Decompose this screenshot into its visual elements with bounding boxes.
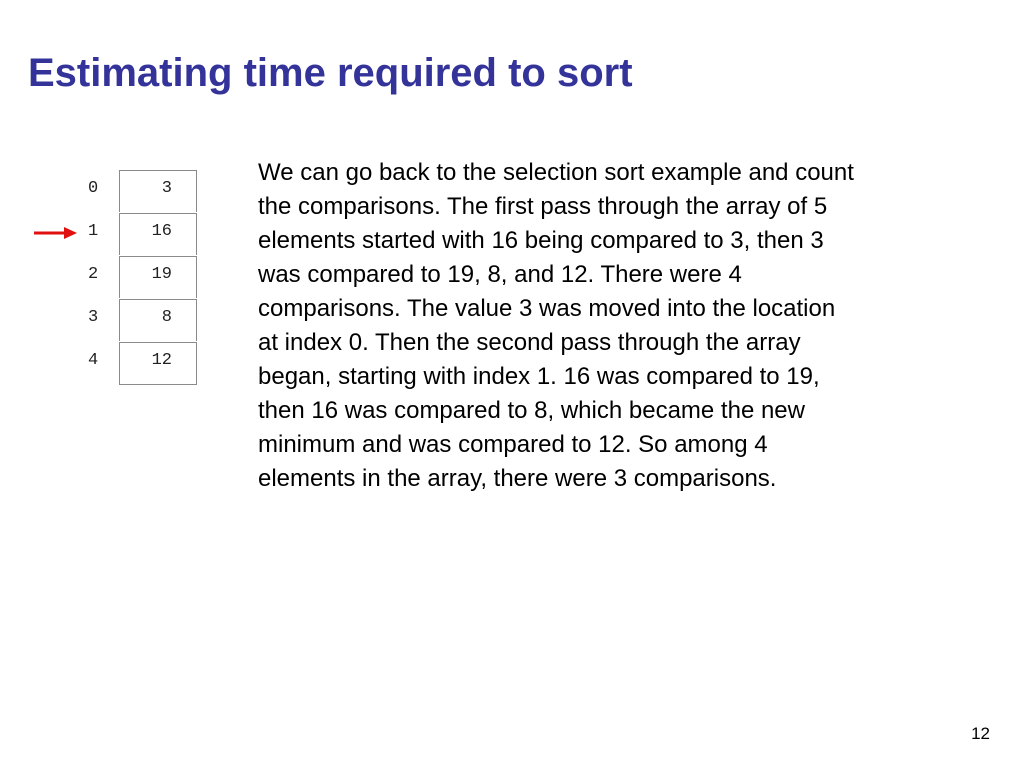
array-index-label: 2 (88, 265, 99, 284)
array-cell (119, 213, 197, 255)
array-index-label: 0 (88, 179, 99, 198)
array-index-label: 4 (88, 351, 99, 370)
body-line: We can go back to the selection sort example and count (258, 159, 854, 186)
array-cell (119, 256, 197, 298)
array-cell (119, 299, 197, 341)
body-line: minimum and was compared to 12. So among 4 (258, 431, 768, 458)
array-cell (119, 342, 197, 385)
body-line: the comparisons. The first pass through the array of 5 (258, 193, 828, 220)
array-cell-value: 19 (151, 265, 172, 284)
body-line: began, starting with index 1. 16 was compared to 19, (258, 363, 820, 390)
body-line: elements in the array, there were 3 comparisons. (258, 465, 777, 492)
array-index-label: 1 (88, 222, 99, 241)
pointer-arrow-icon (34, 224, 78, 242)
body-line: comparisons. The value 3 was moved into the location (258, 295, 836, 322)
body-line: was compared to 19, 8, and 12. There were 4 (258, 261, 742, 288)
array-cell-value: 3 (161, 179, 172, 198)
body-text (258, 156, 978, 496)
body-line: elements started with 16 being compared to 3, then 3 (258, 227, 824, 254)
slide-title: Estimating time required to sort (28, 51, 633, 95)
page-number: 12 (971, 724, 990, 743)
array-cell-value: 12 (151, 351, 172, 370)
body-line: at index 0. Then the second pass through the array (258, 329, 801, 356)
array-cell-value: 8 (161, 308, 172, 327)
array-cell (119, 170, 197, 212)
body-line: then 16 was compared to 8, which became the new (258, 397, 805, 424)
array-index-label: 3 (88, 308, 99, 327)
array-cell-value: 16 (151, 222, 172, 241)
